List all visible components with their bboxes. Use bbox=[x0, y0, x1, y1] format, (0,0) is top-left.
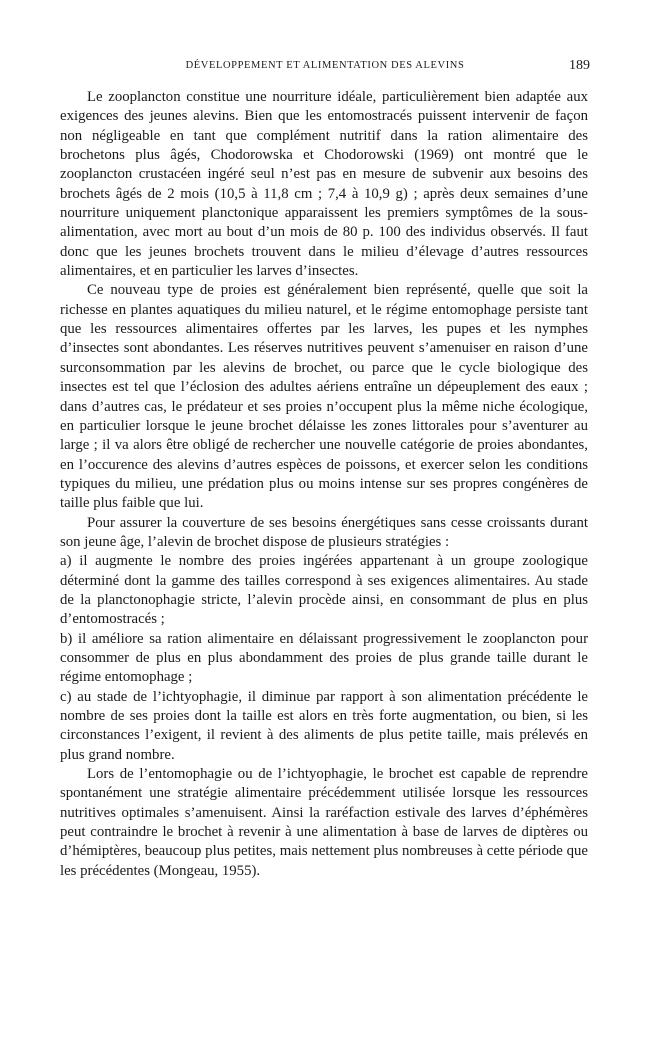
page-number: 189 bbox=[569, 58, 590, 73]
paragraph-entomophage: Ce nouveau type de proies est généralement bien représenté, quelle que soit la richesse en plantes aquatiques du milieu naturel, et le régime entomophage persiste tant que les ressources alimentaires offertes par les larves, les pupes et les nymphes d’insectes sont abondantes. Les réserves nutritives peuvent s’amenuiser en raison d’une surconsommation par les alevins de brochet, ou parce que le cycle biologique des insectes est tel que l’éclosion des adultes aériens entraîne un dépeuplement des eaux ; dans d’autres cas, le prédateur et ses proies n’occupent plus la même niche écologique, en particulier lorsque le jeune brochet délaisse les zones littorales pour s’aventurer au large ; il va alors être obligé de rechercher une nouvelle catégorie de proies abondantes, en l’occurence des alevins d’autres espèces de poissons, et exercer selon les conditions typiques du milieu, une prédation plus ou moins intense sur ses propres congénères de taille plus faible que lui. bbox=[60, 282, 588, 512]
running-header-title: DÉVELOPPEMENT ET ALIMENTATION DES ALEVINS bbox=[185, 60, 465, 71]
strategy-item-b: b) il améliore sa ration alimentaire en délaissant progressivement le zooplancton pour consommer de plus en plus abondamment des proies de plus grande taille durant le régime entomophage ; bbox=[60, 630, 588, 686]
body-text bbox=[60, 88, 588, 881]
running-header bbox=[60, 56, 590, 76]
strategy-item-a: a) il augmente le nombre des proies ingérées appartenant à un groupe zoologique déterminé dont la gamme des tailles correspond à ses exigences alimentaires. Au stade de la planctonophagie stricte, l’alevin procède ainsi, en consommant de plus en plus d’entomostracés ; bbox=[60, 553, 588, 628]
strategy-item-c: c) au stade de l’ichtyophagie, il diminue par rapport à son alimentation précédente le nombre de ses proies dont la taille est alors en très forte augmentation, ou bien, si les circonstances l’exigent, il revient à des aliments de plus petite taille, mais prélevés en plus grand nombre. bbox=[60, 688, 588, 763]
paragraph-zooplancton: Le zooplancton constitue une nourriture idéale, particulièrement bien adaptée aux exigences des jeunes alevins. Bien que les entomostracés puissent intervenir de façon non négligeable en tant que complément nutritif dans la ration alimentaire des brochetons plus âgés, Chodorowska et Chodorowski (1969) ont montré que le zooplancton crustacéen ingéré seul n’est pas en mesure de subvenir aux besoins des brochets âgés de 2 mois (10,5 à 11,8 cm ; 7,4 à 10,9 g) ; après deux semaines d’une nourriture uniquement planctonique apparaissent les premiers symptômes de la sous-alimentation, avec mort au bout d’un mois de 80 p. 100 des individus observés. Il faut donc que les jeunes brochets trouvent dans le milieu d’élevage d’autres ressources alimentaires, et en particulier les larves d’insectes. bbox=[60, 89, 588, 280]
paragraph-ichtyophagie: Lors de l’entomophagie ou de l’ichtyophagie, le brochet est capable de reprendre spontanément une stratégie alimentaire précédemment utilisée lorsque les ressources nutritives optimales s’amenuisent. Ainsi la raréfaction estivale des larves d’éphémères peut contraindre le brochet à revenir à une alimentation à base de larves de diptères ou d’hémiptères, beaucoup plus petites, mais nettement plus nombreuses à cette période que les précédentes (Mongeau, 1955). bbox=[60, 766, 588, 879]
paragraph-strategies-intro: Pour assurer la couverture de ses besoins énergétiques sans cesse croissants durant son jeune âge, l’alevin de brochet dispose de plusieurs stratégies : bbox=[60, 514, 588, 550]
